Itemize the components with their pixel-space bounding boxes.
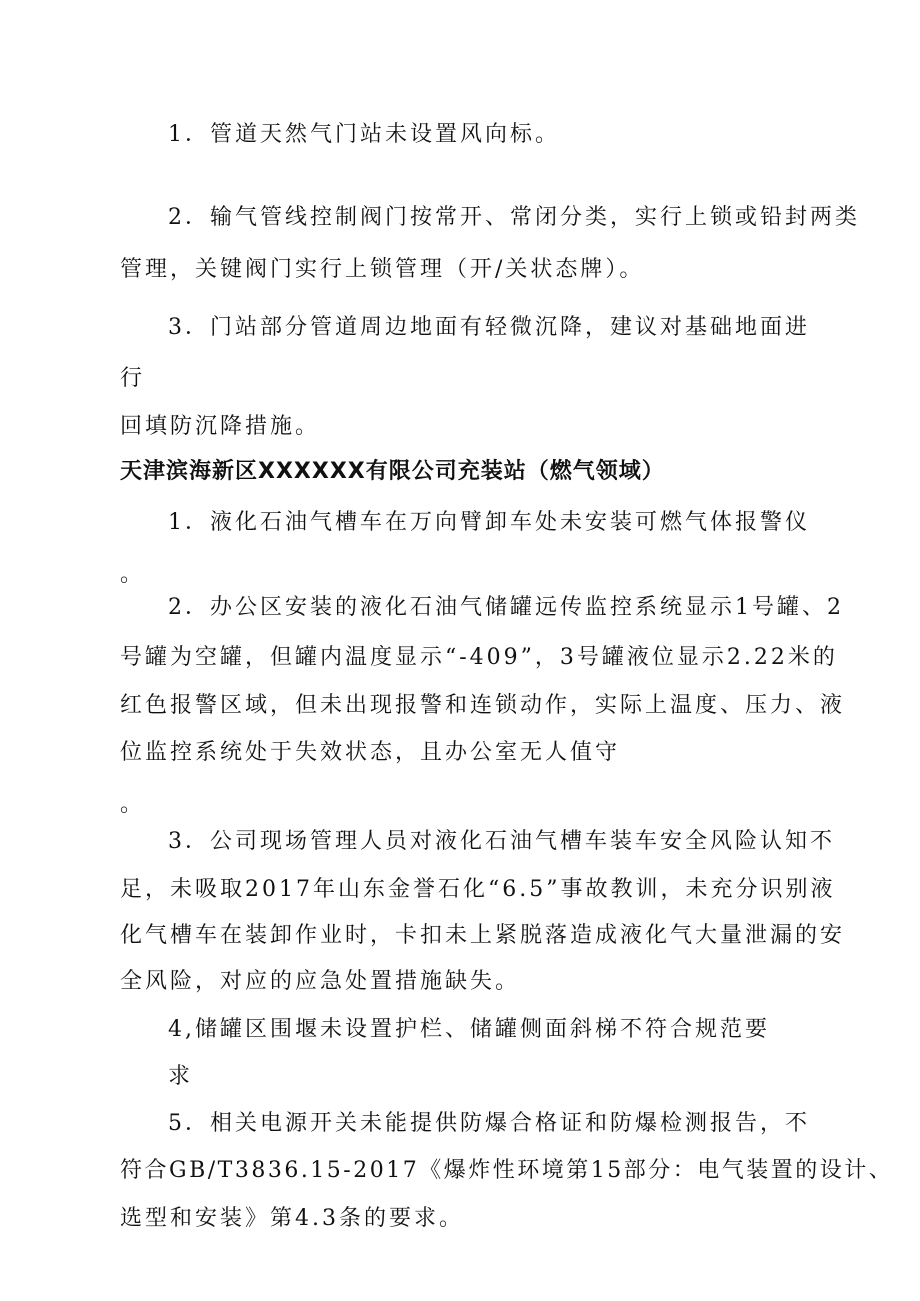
- item-2-line: 2．输气管线控制阀门按常开、常闭分类，实行上锁或铅封两类: [168, 205, 860, 230]
- item-1-line: 1．液化石油气槽车在万向臂卸车处未安装可燃气体报警仪: [168, 510, 810, 535]
- item-4-line: 4,储罐区围堰未设置护栏、储罐侧面斜梯不符合规范要: [168, 1017, 770, 1042]
- item-2-line: 2．办公区安装的液化石油气储罐远传监控系统显示1号罐、2: [168, 595, 844, 620]
- item-3-line: 3．公司现场管理人员对液化石油气槽车装车安全风险认知不: [168, 829, 835, 854]
- item-2-line: 。: [120, 792, 146, 817]
- item-5-line: 符合GB/T3836.15-2017《爆炸性环境第15部分：电气装置的设计、: [120, 1158, 894, 1183]
- item-3-line: 足，未吸取2017年山东金誉石化“6.5”事故教训，未充分识别液: [120, 877, 836, 902]
- item-1-line: 1．管道天然气门站未设置风向标。: [168, 122, 560, 147]
- item-2-line: 管理，关键阀门实行上锁管理（开/关状态牌）。: [120, 257, 645, 282]
- item-3-line: 全风险，对应的应急处置措施缺失。: [120, 969, 521, 994]
- item-1-line: 。: [120, 562, 146, 587]
- item-3-line: 行: [120, 366, 146, 391]
- item-2-line: 号罐为空罐，但罐内温度显示“-409”，3号罐液位显示2.22米的: [120, 645, 838, 670]
- item-4-line: 求: [168, 1064, 194, 1089]
- item-2-line: 位监控系统处于失效状态，且办公室无人值守: [120, 740, 621, 765]
- item-5-line: 选型和安装》第4.3条的要求。: [120, 1206, 464, 1231]
- item-3-line: 回填防沉降措施。: [120, 414, 321, 439]
- item-5-line: 5．相关电源开关未能提供防爆合格证和防爆检测报告，不: [168, 1111, 810, 1136]
- item-2-line: 红色报警区域，但未出现报警和连锁动作，实际上温度、压力、液: [120, 693, 846, 718]
- section-heading: 天津滨海新区XXXXXX有限公司充装站（燃气领域）: [120, 459, 665, 484]
- item-3-line: 3．门站部分管道周边地面有轻微沉降，建议对基础地面进: [168, 315, 810, 340]
- item-3-line: 化气槽车在装卸作业时，卡扣未上紧脱落造成液化气大量泄漏的安: [120, 923, 846, 948]
